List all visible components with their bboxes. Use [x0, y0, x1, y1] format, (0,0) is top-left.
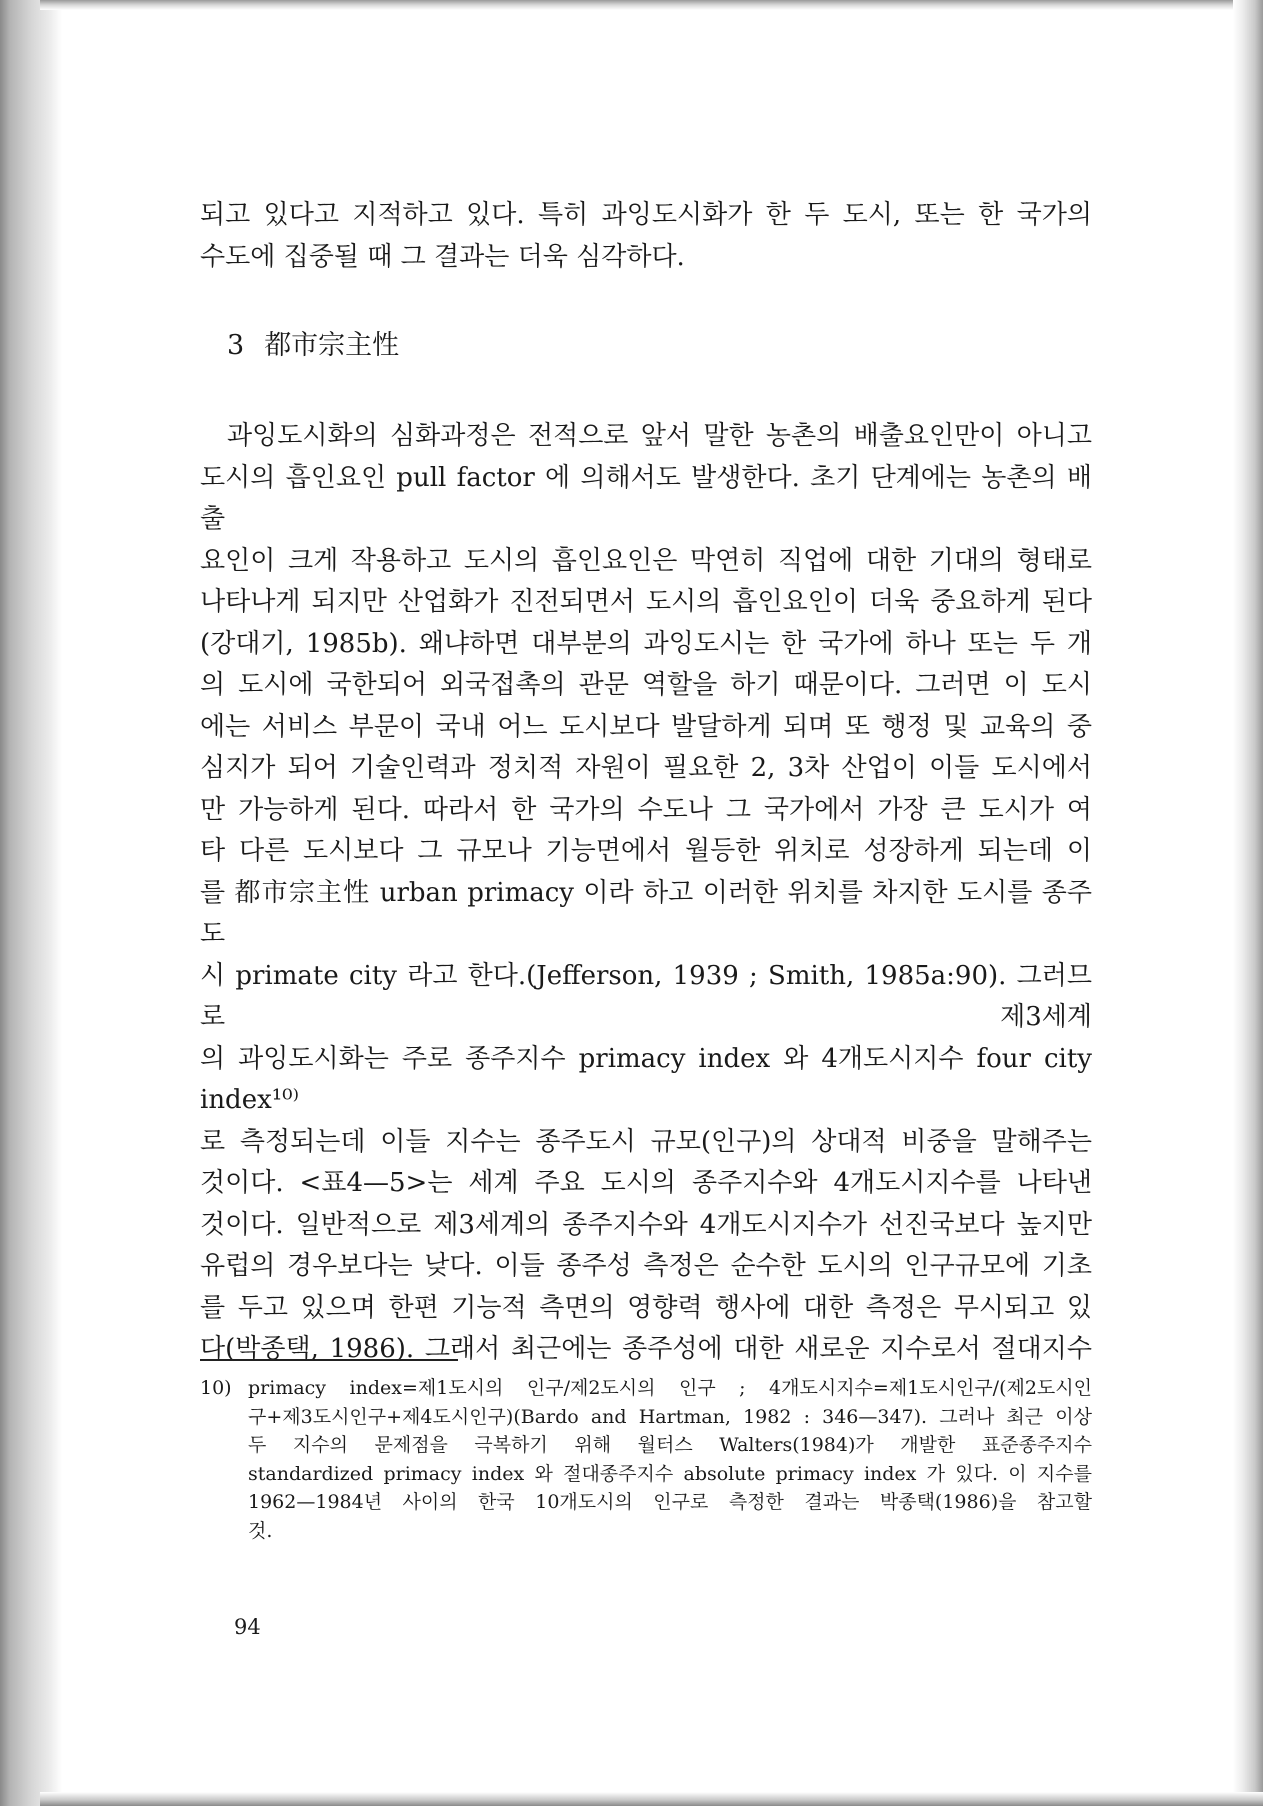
footnote-line: 1962—1984년 사이의 한국 10개도시의 인구로 측정한 결과는 박종택(1986)을 참고할: [248, 1491, 1092, 1513]
page-content: [200, 195, 1092, 1371]
text-line: 를 都市宗主性 urban primacy 이라 하고 이러한 위치를 차지한 도시를 종주도: [200, 877, 1092, 949]
text-line: 수도에 집중될 때 그 결과는 더욱 심각하다.: [200, 241, 685, 272]
page-right-edge: [1233, 0, 1263, 1806]
page-bottom-edge: [40, 1792, 1263, 1806]
text-line: 것이다. <표4—5>는 세계 주요 도시의 종주지수와 4개도시지수를 나타낸: [200, 1168, 1092, 1198]
footnote-divider: [200, 1359, 458, 1361]
text-line: 타 다른 도시보다 그 규모나 기능면에서 월등한 위치로 성장하게 되는데 이: [200, 836, 1092, 866]
text-line: 과잉도시화의 심화과정은 전적으로 앞서 말한 농촌의 배출요인만이 아니고: [227, 421, 1092, 451]
text-line: 다(박종택, 1986). 그래서 최근에는 종주성에 대한 새로운 지수로서 절대지수: [200, 1334, 1092, 1364]
section-heading: [227, 326, 1092, 366]
text-line: 도시의 흡인요인 pull factor 에 의해서도 발생한다. 초기 단계에는 농촌의 배출: [200, 462, 1092, 534]
book-spine-shadow: [0, 0, 62, 1806]
paragraph-1: [200, 195, 1092, 278]
footnote: [200, 1374, 1092, 1545]
text-line: 를 두고 있으며 한편 기능적 측면의 영향력 행사에 대한 측정은 무시되고 있: [200, 1292, 1092, 1323]
text-line: 되고 있다고 지적하고 있다. 특히 과잉도시화가 한 두 도시, 또는 한 국가의: [200, 200, 1092, 230]
text-line: 시 primate city 라고 한다.(Jefferson, 1939 ; Smith, 1985a:90). 그러므로 제3세계: [200, 960, 1092, 1032]
page-top-edge: [40, 0, 1263, 10]
text-line: 것이다. 일반적으로 제3세계의 종주지수와 4개도시지수가 선진국보다 높지만: [200, 1209, 1092, 1240]
footnote-body: [248, 1374, 1092, 1545]
footnote-line: 두 지수의 문제점을 극복하기 위해 월터스 Walters(1984)가 개발한 표준종주지수: [248, 1434, 1092, 1456]
text-line: 만 가능하게 된다. 따라서 한 국가의 수도나 그 국가에서 가장 큰 도시가 여: [200, 794, 1092, 825]
text-line: (강대기, 1985b). 왜냐하면 대부분의 과잉도시는 한 국가에 하나 또는 두 개: [200, 628, 1092, 659]
section-number: 3: [227, 330, 245, 361]
text-line: 요인이 크게 작용하고 도시의 흡인요인은 막연히 직업에 대한 기대의 형태로: [200, 545, 1092, 576]
footnote-line: 구+제3도시인구+제4도시인구)(Bardo and Hartman, 1982 : 346—347). 그러나 최근 이상: [248, 1405, 1092, 1428]
footnote-mark: 10): [200, 1377, 232, 1399]
text-line: 의 과잉도시화는 주로 종주지수 primacy index 와 4개도시지수 four city index¹⁰⁾: [200, 1043, 1092, 1115]
text-line: 의 도시에 국한되어 외국접촉의 관문 역할을 하기 때문이다. 그러면 이 도시: [200, 670, 1092, 700]
page-number: 94: [234, 1615, 261, 1639]
text-line: 유럽의 경우보다는 낮다. 이들 종주성 측정은 순수한 도시의 인구규모에 기초: [200, 1251, 1092, 1281]
section-title: 都市宗主性: [264, 330, 400, 361]
footnote-line: 것.: [248, 1519, 273, 1542]
footnote-line: primacy index=제1도시의 인구/제2도시의 인구 ; 4개도시지수=제1도시인구/(제2도시인: [248, 1377, 1092, 1399]
footnote-line: standardized primacy index 와 절대종주지수 absolute primacy index 가 있다. 이 지수를: [248, 1462, 1092, 1485]
text-line: 심지가 되어 기술인력과 정치적 자원이 필요한 2, 3차 산업이 이들 도시에서: [200, 753, 1092, 783]
paragraph-2: [200, 416, 1092, 1371]
text-line: 에는 서비스 부문이 국내 어느 도시보다 발달하게 되며 또 행정 및 교육의 중: [200, 711, 1092, 742]
text-line: 로 측정되는데 이들 지수는 종주도시 규모(인구)의 상대적 비중을 말해주는: [200, 1126, 1092, 1157]
text-line: 나타나게 되지만 산업화가 진전되면서 도시의 흡인요인이 더욱 중요하게 된다: [200, 587, 1092, 617]
